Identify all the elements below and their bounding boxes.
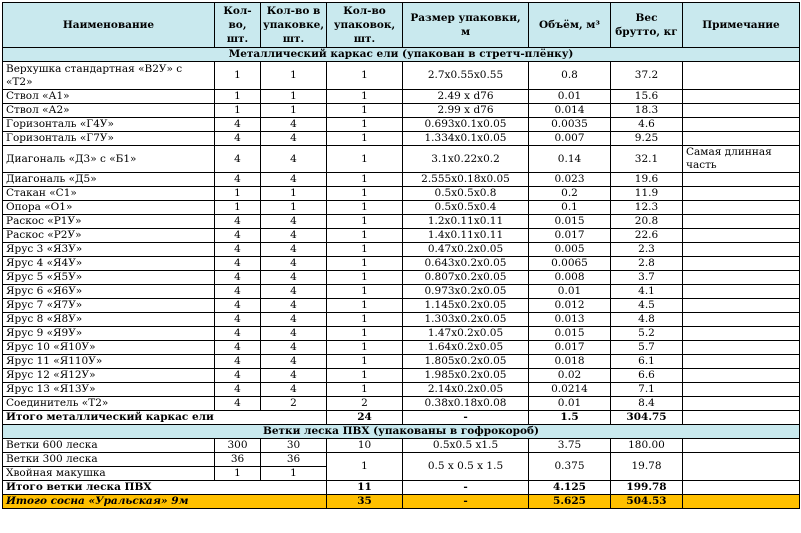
item-note: [683, 299, 800, 313]
item-note: [683, 215, 800, 229]
item-qty-pack: 1: [261, 467, 327, 481]
item-name: Ярус 6 «Я6У»: [3, 285, 215, 299]
item-size: 2.555х0.18х0.05: [403, 173, 529, 187]
item-note: [683, 271, 800, 285]
item-note: [683, 243, 800, 257]
item-qty: 4: [215, 369, 261, 383]
item-weight: 18.3: [611, 104, 683, 118]
item-qty-pack: 4: [261, 313, 327, 327]
col-weight-header: Вес брутто, кг: [611, 3, 683, 48]
item-packs: 1: [327, 369, 403, 383]
item-volume: 0.007: [529, 132, 611, 146]
table-row: [3, 383, 800, 397]
item-name: Ярус 13 «Я13У»: [3, 383, 215, 397]
item-note: [683, 285, 800, 299]
item-packs: 1: [327, 327, 403, 341]
item-weight: 3.7: [611, 271, 683, 285]
table-row: [3, 327, 800, 341]
item-weight: 2.8: [611, 257, 683, 271]
table-row: [3, 62, 800, 90]
item-size: 1.64х0.2х0.05: [403, 341, 529, 355]
item-name: Ярус 3 «Я3У»: [3, 243, 215, 257]
total-note: [683, 481, 800, 495]
item-weight: 4.5: [611, 299, 683, 313]
item-qty: 1: [215, 467, 261, 481]
item-qty-pack: 36: [261, 453, 327, 467]
table-row: [3, 243, 800, 257]
item-size: 0.807х0.2х0.05: [403, 271, 529, 285]
total-volume: 1.5: [529, 411, 611, 425]
item-packs: 1: [327, 215, 403, 229]
item-qty-pack: 4: [261, 271, 327, 285]
grand-total-name: Итого сосна «Уральская» 9м: [3, 495, 327, 509]
item-volume: 0.0214: [529, 383, 611, 397]
item-volume: 0.018: [529, 355, 611, 369]
item-volume: 0.015: [529, 327, 611, 341]
header-row: [3, 3, 800, 48]
table-row: [3, 257, 800, 271]
item-note: [683, 453, 800, 481]
item-qty-pack: 1: [261, 187, 327, 201]
item-packs: 1: [327, 355, 403, 369]
item-name: Стакан «С1»: [3, 187, 215, 201]
item-packs: 1: [327, 201, 403, 215]
item-packs: 1: [327, 383, 403, 397]
item-volume: 0.012: [529, 299, 611, 313]
item-note: [683, 341, 800, 355]
total-weight: 199.78: [611, 481, 683, 495]
item-qty-pack: 4: [261, 243, 327, 257]
item-note: [683, 257, 800, 271]
item-note: [683, 118, 800, 132]
item-name: Ветки 300 леска: [3, 453, 215, 467]
table-row: [3, 439, 800, 453]
table-row: [3, 313, 800, 327]
total-row-branches: [3, 481, 800, 495]
total-size: -: [403, 481, 529, 495]
table-row: [3, 201, 800, 215]
item-volume: 0.1: [529, 201, 611, 215]
item-size: 2.49 х d76: [403, 90, 529, 104]
grand-total-note: [683, 495, 800, 509]
item-size: 2.99 х d76: [403, 104, 529, 118]
total-name: Итого металлический каркас ели: [3, 411, 327, 425]
item-name: Ярус 4 «Я4У»: [3, 257, 215, 271]
item-weight: 37.2: [611, 62, 683, 90]
table-row: [3, 132, 800, 146]
item-weight: 5.7: [611, 341, 683, 355]
table-row: [3, 299, 800, 313]
section-branches-title: [3, 425, 800, 439]
item-name: Опора «О1»: [3, 201, 215, 215]
item-qty-pack: 4: [261, 229, 327, 243]
item-name: Горизонталь «Г7У»: [3, 132, 215, 146]
col-qty-header: Кол-во, шт.: [215, 3, 261, 48]
total-volume: 4.125: [529, 481, 611, 495]
col-qty-pack-header: Кол-во в упаковке, шт.: [261, 3, 327, 48]
item-name: Верхушка стандартная «В2У» с «Т2»: [3, 62, 215, 90]
item-name: Ярус 5 «Я5У»: [3, 271, 215, 285]
item-qty-pack: 4: [261, 257, 327, 271]
col-name-header: Наименование: [3, 3, 215, 48]
item-qty: 4: [215, 173, 261, 187]
item-qty-pack: 4: [261, 173, 327, 187]
item-qty-pack: 4: [261, 215, 327, 229]
total-name: Итого ветки леска ПВХ: [3, 481, 327, 495]
item-weight: 19.6: [611, 173, 683, 187]
item-name: Диагональ «Д5»: [3, 173, 215, 187]
item-volume: 0.013: [529, 313, 611, 327]
col-note-header: Примечание: [683, 3, 800, 48]
item-size: 0.643х0.2х0.05: [403, 257, 529, 271]
item-volume: 0.014: [529, 104, 611, 118]
item-qty: 1: [215, 104, 261, 118]
item-qty: 4: [215, 146, 261, 173]
table-row: [3, 369, 800, 383]
item-qty: 300: [215, 439, 261, 453]
grand-total-packs: 35: [327, 495, 403, 509]
table-row: [3, 229, 800, 243]
item-name: Соединитель «Т2»: [3, 397, 215, 411]
item-volume: 0.01: [529, 397, 611, 411]
item-packs: 1: [327, 299, 403, 313]
item-volume: 0.023: [529, 173, 611, 187]
item-name: Диагональ «Д3» с «Б1»: [3, 146, 215, 173]
item-volume: 0.02: [529, 369, 611, 383]
item-qty-pack: 4: [261, 299, 327, 313]
item-weight: 180.00: [611, 439, 683, 453]
item-qty: 4: [215, 118, 261, 132]
item-note: [683, 383, 800, 397]
item-size: 1.303х0.2х0.05: [403, 313, 529, 327]
item-qty-pack: 1: [261, 90, 327, 104]
item-qty: 4: [215, 243, 261, 257]
item-qty-pack: 4: [261, 146, 327, 173]
item-qty: 4: [215, 355, 261, 369]
grand-total-size: -: [403, 495, 529, 509]
item-volume: 0.015: [529, 215, 611, 229]
item-qty-pack: 1: [261, 104, 327, 118]
item-size: 1.145х0.2х0.05: [403, 299, 529, 313]
item-qty-pack: 4: [261, 132, 327, 146]
table-row: [3, 173, 800, 187]
item-qty: 4: [215, 397, 261, 411]
item-packs: 10: [327, 439, 403, 453]
item-size: 2.7х0.55х0.55: [403, 62, 529, 90]
item-name: Ствол «А2»: [3, 104, 215, 118]
table-row: [3, 453, 800, 467]
item-size: 0.693х0.1х0.05: [403, 118, 529, 132]
section-title: Металлический каркас ели (упакован в стретч-плёнку): [3, 48, 800, 62]
item-qty: 4: [215, 341, 261, 355]
item-note: [683, 62, 800, 90]
total-row-metal-frame: [3, 411, 800, 425]
item-qty: 4: [215, 285, 261, 299]
total-weight: 304.75: [611, 411, 683, 425]
item-name: Ярус 8 «Я8У»: [3, 313, 215, 327]
item-size: 1.4х0.11х0.11: [403, 229, 529, 243]
item-note: [683, 369, 800, 383]
item-size: 0.5 х 0.5 х 1.5: [403, 453, 529, 481]
item-volume: 0.005: [529, 243, 611, 257]
item-size: 3.1х0.22х0.2: [403, 146, 529, 173]
item-weight: 19.78: [611, 453, 683, 481]
item-qty-pack: 4: [261, 369, 327, 383]
item-weight: 8.4: [611, 397, 683, 411]
item-size: 1.334х0.1х0.05: [403, 132, 529, 146]
item-weight: 4.1: [611, 285, 683, 299]
spec-table: [2, 2, 800, 509]
item-packs: 1: [327, 104, 403, 118]
grand-total-volume: 5.625: [529, 495, 611, 509]
item-qty-pack: 1: [261, 62, 327, 90]
item-volume: 0.008: [529, 271, 611, 285]
item-weight: 12.3: [611, 201, 683, 215]
item-qty: 1: [215, 90, 261, 104]
item-volume: 0.0035: [529, 118, 611, 132]
item-size: 1.2х0.11х0.11: [403, 215, 529, 229]
item-size: 0.47х0.2х0.05: [403, 243, 529, 257]
item-qty: 4: [215, 132, 261, 146]
item-qty: 4: [215, 327, 261, 341]
item-name: Ветки 600 леска: [3, 439, 215, 453]
item-name: Ствол «А1»: [3, 90, 215, 104]
item-packs: 1: [327, 62, 403, 90]
item-qty: 1: [215, 62, 261, 90]
item-note: Самая длинная часть: [683, 146, 800, 173]
item-qty: 4: [215, 299, 261, 313]
total-note: [683, 411, 800, 425]
item-volume: 0.14: [529, 146, 611, 173]
item-qty-pack: 1: [261, 201, 327, 215]
item-size: 0.5х0.5х0.4: [403, 201, 529, 215]
item-packs: 1: [327, 90, 403, 104]
item-qty: 4: [215, 313, 261, 327]
item-name: Раскос «Р2У»: [3, 229, 215, 243]
item-volume: 0.2: [529, 187, 611, 201]
item-qty-pack: 4: [261, 383, 327, 397]
table-row: [3, 285, 800, 299]
table-row: [3, 341, 800, 355]
item-volume: 0.01: [529, 90, 611, 104]
item-name: Раскос «Р1У»: [3, 215, 215, 229]
total-packs: 24: [327, 411, 403, 425]
item-qty-pack: 2: [261, 397, 327, 411]
item-qty-pack: 4: [261, 327, 327, 341]
item-weight: 6.6: [611, 369, 683, 383]
item-weight: 11.9: [611, 187, 683, 201]
item-note: [683, 187, 800, 201]
item-packs: 1: [327, 187, 403, 201]
item-size: 1.805х0.2х0.05: [403, 355, 529, 369]
item-note: [683, 173, 800, 187]
item-name: Ярус 9 «Я9У»: [3, 327, 215, 341]
item-weight: 15.6: [611, 90, 683, 104]
item-qty: 4: [215, 271, 261, 285]
item-weight: 20.8: [611, 215, 683, 229]
item-note: [683, 229, 800, 243]
item-qty-pack: 4: [261, 355, 327, 369]
item-weight: 4.8: [611, 313, 683, 327]
item-size: 2.14х0.2х0.05: [403, 383, 529, 397]
item-qty-pack: 30: [261, 439, 327, 453]
item-qty: 1: [215, 201, 261, 215]
item-qty: 36: [215, 453, 261, 467]
item-packs: 1: [327, 453, 403, 481]
item-qty-pack: 4: [261, 341, 327, 355]
item-size: 0.973х0.2х0.05: [403, 285, 529, 299]
item-weight: 6.1: [611, 355, 683, 369]
item-volume: 0.375: [529, 453, 611, 481]
item-name: Ярус 11 «Я110У»: [3, 355, 215, 369]
item-weight: 22.6: [611, 229, 683, 243]
item-weight: 7.1: [611, 383, 683, 397]
item-size: 1.47х0.2х0.05: [403, 327, 529, 341]
item-qty: 1: [215, 187, 261, 201]
item-note: [683, 327, 800, 341]
col-packs-header: Кол-во упаковок, шт.: [327, 3, 403, 48]
item-weight: 2.3: [611, 243, 683, 257]
table-row: [3, 215, 800, 229]
item-qty: 4: [215, 383, 261, 397]
item-packs: 1: [327, 271, 403, 285]
item-weight: 32.1: [611, 146, 683, 173]
item-name: Ярус 7 «Я7У»: [3, 299, 215, 313]
item-size: 1.985х0.2х0.05: [403, 369, 529, 383]
item-note: [683, 355, 800, 369]
col-volume-header: Объём, м³: [529, 3, 611, 48]
item-qty: 4: [215, 215, 261, 229]
item-volume: 0.0065: [529, 257, 611, 271]
item-size: 0.5х0.5х0.8: [403, 187, 529, 201]
item-volume: 0.017: [529, 229, 611, 243]
table-row: [3, 397, 800, 411]
col-size-header: Размер упаковки, м: [403, 3, 529, 48]
item-packs: 2: [327, 397, 403, 411]
item-qty: 4: [215, 257, 261, 271]
item-volume: 0.01: [529, 285, 611, 299]
item-packs: 1: [327, 229, 403, 243]
item-qty: 4: [215, 229, 261, 243]
item-name: Хвойная макушка: [3, 467, 215, 481]
grand-total-row: [3, 495, 800, 509]
item-weight: 5.2: [611, 327, 683, 341]
item-packs: 1: [327, 118, 403, 132]
item-packs: 1: [327, 341, 403, 355]
item-note: [683, 397, 800, 411]
item-packs: 1: [327, 146, 403, 173]
item-note: [683, 439, 800, 453]
item-weight: 9.25: [611, 132, 683, 146]
table-row: [3, 118, 800, 132]
item-note: [683, 104, 800, 118]
table-row: [3, 90, 800, 104]
grand-total-weight: 504.53: [611, 495, 683, 509]
item-size: 0.5х0.5 х1.5: [403, 439, 529, 453]
item-name: Горизонталь «Г4У»: [3, 118, 215, 132]
total-size: -: [403, 411, 529, 425]
item-packs: 1: [327, 243, 403, 257]
item-note: [683, 313, 800, 327]
item-name: Ярус 10 «Я10У»: [3, 341, 215, 355]
item-packs: 1: [327, 257, 403, 271]
section-title: Ветки леска ПВХ (упакованы в гофрокороб): [3, 425, 800, 439]
table-row: [3, 104, 800, 118]
total-packs: 11: [327, 481, 403, 495]
item-weight: 4.6: [611, 118, 683, 132]
item-qty-pack: 4: [261, 285, 327, 299]
item-qty-pack: 4: [261, 118, 327, 132]
item-packs: 1: [327, 132, 403, 146]
item-volume: 0.8: [529, 62, 611, 90]
table-row: [3, 187, 800, 201]
item-volume: 3.75: [529, 439, 611, 453]
item-note: [683, 201, 800, 215]
table-row: [3, 271, 800, 285]
item-note: [683, 132, 800, 146]
table-row: [3, 146, 800, 173]
item-note: [683, 90, 800, 104]
item-packs: 1: [327, 173, 403, 187]
section-metal-frame-title: [3, 48, 800, 62]
item-name: Ярус 12 «Я12У»: [3, 369, 215, 383]
item-packs: 1: [327, 285, 403, 299]
item-volume: 0.017: [529, 341, 611, 355]
item-size: 0.38х0.18х0.08: [403, 397, 529, 411]
table-row: [3, 355, 800, 369]
item-packs: 1: [327, 313, 403, 327]
